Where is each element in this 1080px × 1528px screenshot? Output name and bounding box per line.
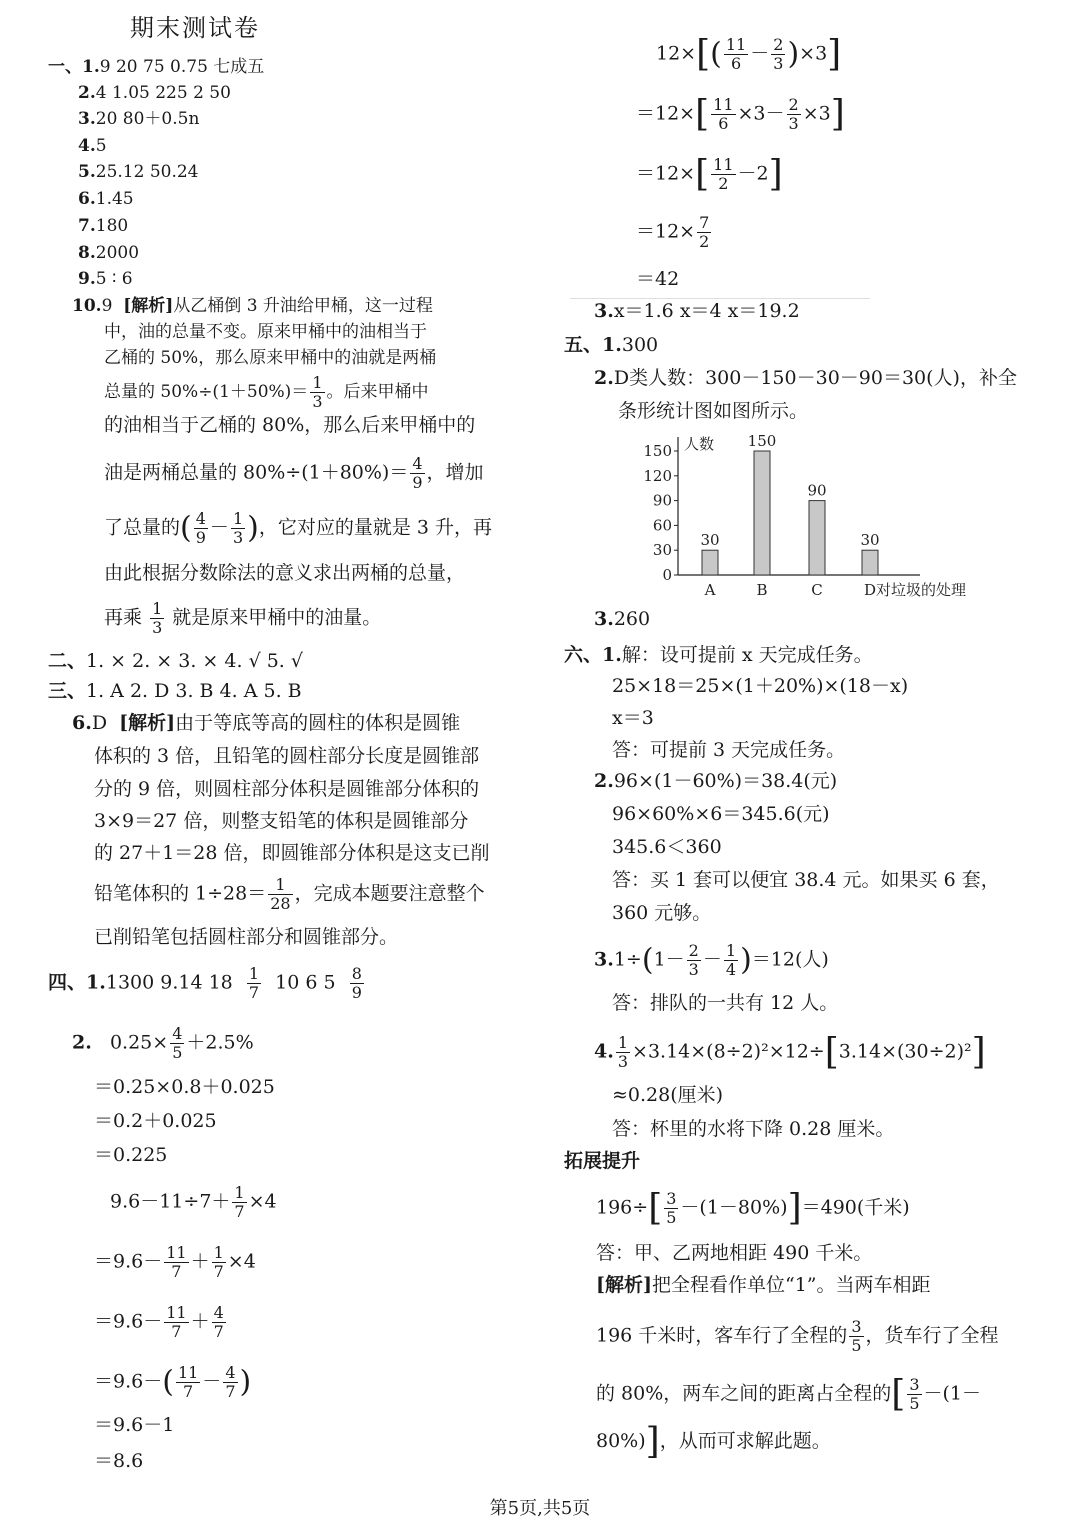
answer-text: 4 1.05 225 2 50 — [95, 83, 231, 103]
calc-step: ＝0.25×0.8＋0.025 — [94, 1076, 275, 1098]
fraction: $\frac{4}{5}$ — [172, 1024, 183, 1062]
analysis-line: 中，油的总量不变。原来甲桶中的油相当于 — [104, 322, 427, 342]
bar-D — [862, 550, 878, 575]
category-label: C — [811, 581, 823, 599]
calc-step: ＝9.6－1 — [94, 1414, 175, 1436]
chart-axes — [643, 435, 966, 599]
answer-text: 5 ∶ 6 — [95, 269, 133, 289]
calc-step: ＝9.6－ $\frac{11}{7}$ ＋ $\frac{1}{7}$ ×4 — [94, 1243, 256, 1281]
fraction: $\frac{1}{3}$ — [617, 1033, 629, 1071]
answer-line: 答：可提前 3 天完成任务。 — [612, 739, 846, 761]
y-tick-label: 90 — [652, 491, 672, 510]
analysis-line: 体积的 3 倍，且铅笔的圆柱部分长度是圆锥部 — [94, 745, 480, 767]
analysis-line: 的油相当于乙桶的 80%，那么后来甲桶中的 — [104, 414, 476, 436]
calc-step: 96×60%×6＝345.6(元) — [612, 803, 830, 825]
y-tick-label: 60 — [652, 516, 672, 535]
analysis-line: 了总量的( $\frac{4}{9}$ － $\frac{1}{3}$ )，它对应的量就是 3 升，再 — [104, 509, 493, 547]
fraction: $\frac{2}{3}$ — [688, 941, 699, 979]
fraction: $\frac{11}{7}$ — [166, 1243, 187, 1281]
answer-line: 答：买 1 套可以便宜 38.4 元。如果买 6 套， — [612, 869, 1000, 891]
section-label: 一、 — [48, 57, 82, 77]
calc-step: 196÷[ $\frac{3}{5}$ －(1－80%)]＝490(千米) — [596, 1187, 910, 1229]
fraction: $\frac{11}{6}$ — [725, 35, 747, 73]
fraction: $\frac{7}{2}$ — [699, 213, 710, 251]
y-tick-label: 0 — [662, 566, 672, 584]
analysis-line: 总量的 50%÷(1＋50%)＝ $\frac{1}{3}$ 。后来甲桶中 — [104, 373, 429, 411]
analysis-line: 已削铅笔包括圆柱部分和圆锥部分。 — [94, 926, 399, 948]
fraction: $\frac{1}{3}$ — [232, 509, 244, 547]
fraction: $\frac{1}{4}$ — [725, 941, 737, 979]
fraction: $\frac{3}{5}$ — [851, 1317, 862, 1355]
calc-step: ≈0.28(厘米) — [612, 1084, 724, 1106]
analysis-line: 的 27＋1＝28 倍，即圆锥部分体积是这支已削 — [94, 842, 490, 864]
calc-step: 4. $\frac{1}{3}$ ×3.14×(8÷2)²×12÷[3.14×(30÷2)²] — [594, 1031, 986, 1073]
category-label: A — [704, 581, 716, 599]
x-axis-label: D对垃圾的处理 — [864, 581, 967, 599]
calc-step: 3.1÷(1－ $\frac{2}{3}$ － $\frac{1}{4}$ )＝12(人) — [594, 941, 829, 979]
fraction: $\frac{11}{7}$ — [177, 1363, 199, 1401]
answer-text: x＝1.6 x＝4 x＝19.2 — [613, 300, 800, 322]
bar-B — [754, 451, 770, 575]
calc-step: ＝9.6－( $\frac{11}{7}$ － $\frac{4}{7}$ ) — [94, 1363, 252, 1401]
fraction: $\frac{4}{9}$ — [195, 509, 206, 547]
fraction: $\frac{1}{28}$ — [270, 875, 291, 913]
analysis-tag: [解析] — [119, 712, 176, 734]
calc-step: ＝0.225 — [94, 1144, 168, 1166]
section-label: 四、 — [48, 971, 87, 994]
fraction: $\frac{1}{7}$ — [213, 1243, 224, 1281]
fraction: $\frac{1}{7}$ — [248, 964, 260, 1002]
analysis-line: 3×9＝27 倍，则整支铅笔的体积是圆锥部分 — [94, 810, 469, 832]
bar-value-label: 90 — [807, 481, 827, 500]
analysis-line: 铅笔体积的 1÷28＝ $\frac{1}{28}$ ，完成本题要注意整个 — [94, 875, 485, 913]
fraction: $\frac{11}{6}$ — [713, 95, 734, 133]
fraction: $\frac{3}{5}$ — [909, 1375, 920, 1413]
calc-step: 345.6＜360 — [612, 836, 722, 858]
fraction: $\frac{2}{3}$ — [773, 35, 784, 73]
calc-step: 9.6－11÷7＋ $\frac{1}{7}$ ×4 — [110, 1183, 277, 1221]
page-title: 期末测试卷 — [130, 14, 260, 42]
calc-step: ＝0.2＋0.025 — [94, 1110, 217, 1132]
calc-step: 25×18＝25×(1＋20%)×(18－x) — [612, 675, 909, 697]
section-label: 五、 — [564, 334, 603, 356]
fraction: $\frac{11}{2}$ — [713, 155, 734, 193]
answer-text: 5 — [95, 136, 107, 156]
analysis-line: [解析]把全程看作单位“1”。当两车相距 — [596, 1274, 931, 1296]
section-label: 拓展提升 — [564, 1150, 641, 1172]
y-tick-label: 30 — [652, 541, 672, 560]
calc-step: ＝12× $\frac{7}{2}$ — [636, 213, 710, 251]
answer-text: 9 20 75 0.75 七成五 — [99, 57, 265, 77]
analysis-line: 196 千米时，客车行了全程的 $\frac{3}{5}$ ，货车行了全程 — [596, 1317, 999, 1355]
calc-step: x＝3 — [612, 707, 654, 729]
fraction: $\frac{4}{7}$ — [213, 1303, 224, 1341]
answer-text: 20 80＋0.5n — [95, 109, 200, 129]
y-tick-label: 150 — [643, 442, 672, 460]
bar-C — [809, 501, 825, 575]
answer-text: 1.45 — [95, 189, 134, 209]
page-footer: 第5页,共5页 — [489, 1498, 591, 1519]
section-label: 六、 — [564, 644, 603, 666]
y-tick-label: 120 — [643, 466, 672, 485]
answer-text: 300 — [621, 334, 659, 356]
analysis-tag: [解析] — [596, 1274, 652, 1296]
bar-A — [702, 550, 718, 575]
category-label: B — [756, 581, 768, 599]
fraction: $\frac{11}{7}$ — [166, 1303, 187, 1341]
calc-step: ＝42 — [636, 268, 680, 290]
analysis-line: 由此根据分数除法的意义求出两桶的总量， — [104, 562, 466, 584]
answer-text: 1. A 2. D 3. B 4. A 5. B — [86, 680, 302, 702]
fraction: $\frac{4}{9}$ — [412, 454, 423, 492]
answer-text: 25.12 50.24 — [95, 162, 199, 182]
analysis-line: 油是两桶总量的 80%÷(1＋80%)＝ $\frac{4}{9}$ ，增加 — [104, 454, 484, 492]
chart-bars — [700, 432, 879, 599]
analysis-line: 分的 9 倍，则圆柱部分体积是圆锥部分体积的 — [94, 778, 480, 800]
answer-line: 答：杯里的水将下降 0.28 厘米。 — [612, 1118, 895, 1140]
section-label: 二、 — [48, 650, 87, 672]
fraction: $\frac{2}{3}$ — [788, 95, 799, 133]
bar-value-label: 30 — [860, 531, 880, 550]
y-axis-label: 人数 — [684, 435, 715, 453]
answer-line: 答：甲、乙两地相距 490 千米。 — [596, 1242, 873, 1264]
fraction: $\frac{1}{3}$ — [152, 599, 163, 637]
calc-step: ＝9.6－ $\frac{11}{7}$ ＋ $\frac{4}{7}$ — [94, 1303, 224, 1341]
calc-step: ＝12×[ $\frac{11}{2}$ －2] — [636, 153, 783, 195]
analysis-line: 的 80%，两车之间的距离占全程的[ $\frac{3}{5}$ －(1－ — [596, 1373, 982, 1415]
calc-step: 12×[( $\frac{11}{6}$ － $\frac{2}{3}$ )×3] — [656, 33, 842, 75]
analysis-line: 乙桶的 50%，那么原来甲桶中的油就是两桶 — [104, 348, 437, 368]
analysis-tag: [解析] — [123, 296, 174, 316]
section-label: 三、 — [48, 680, 87, 702]
fraction: $\frac{3}{5}$ — [666, 1189, 677, 1227]
analysis-line: 80%)]，从而可求解此题。 — [596, 1421, 831, 1462]
fraction: $\frac{1}{3}$ — [312, 373, 323, 411]
answer-text: 1. × 2. × 3. × 4. √ 5. √ — [86, 650, 303, 672]
analysis-line: 再乘 $\frac{1}{3}$ 就是原来甲桶中的油量。 — [104, 599, 382, 637]
fraction: $\frac{8}{9}$ — [351, 964, 362, 1002]
fraction: $\frac{4}{7}$ — [225, 1363, 236, 1401]
answer-text: 260 — [613, 608, 651, 630]
answer-text: 2000 — [95, 243, 140, 263]
bar-chart — [620, 425, 1040, 610]
fraction: $\frac{1}{7}$ — [234, 1183, 245, 1221]
answer-text: 180 — [95, 216, 129, 236]
calc-step: ＝12×[ $\frac{11}{6}$ ×3－ $\frac{2}{3}$ ×3] — [636, 93, 845, 135]
answer-line: 360 元够。 — [612, 902, 712, 924]
bar-value-label: 150 — [747, 432, 777, 450]
bar-value-label: 30 — [700, 531, 720, 550]
calc-step: ＝8.6 — [94, 1450, 144, 1472]
answer-line: 答：排队的一共有 12 人。 — [612, 992, 839, 1014]
